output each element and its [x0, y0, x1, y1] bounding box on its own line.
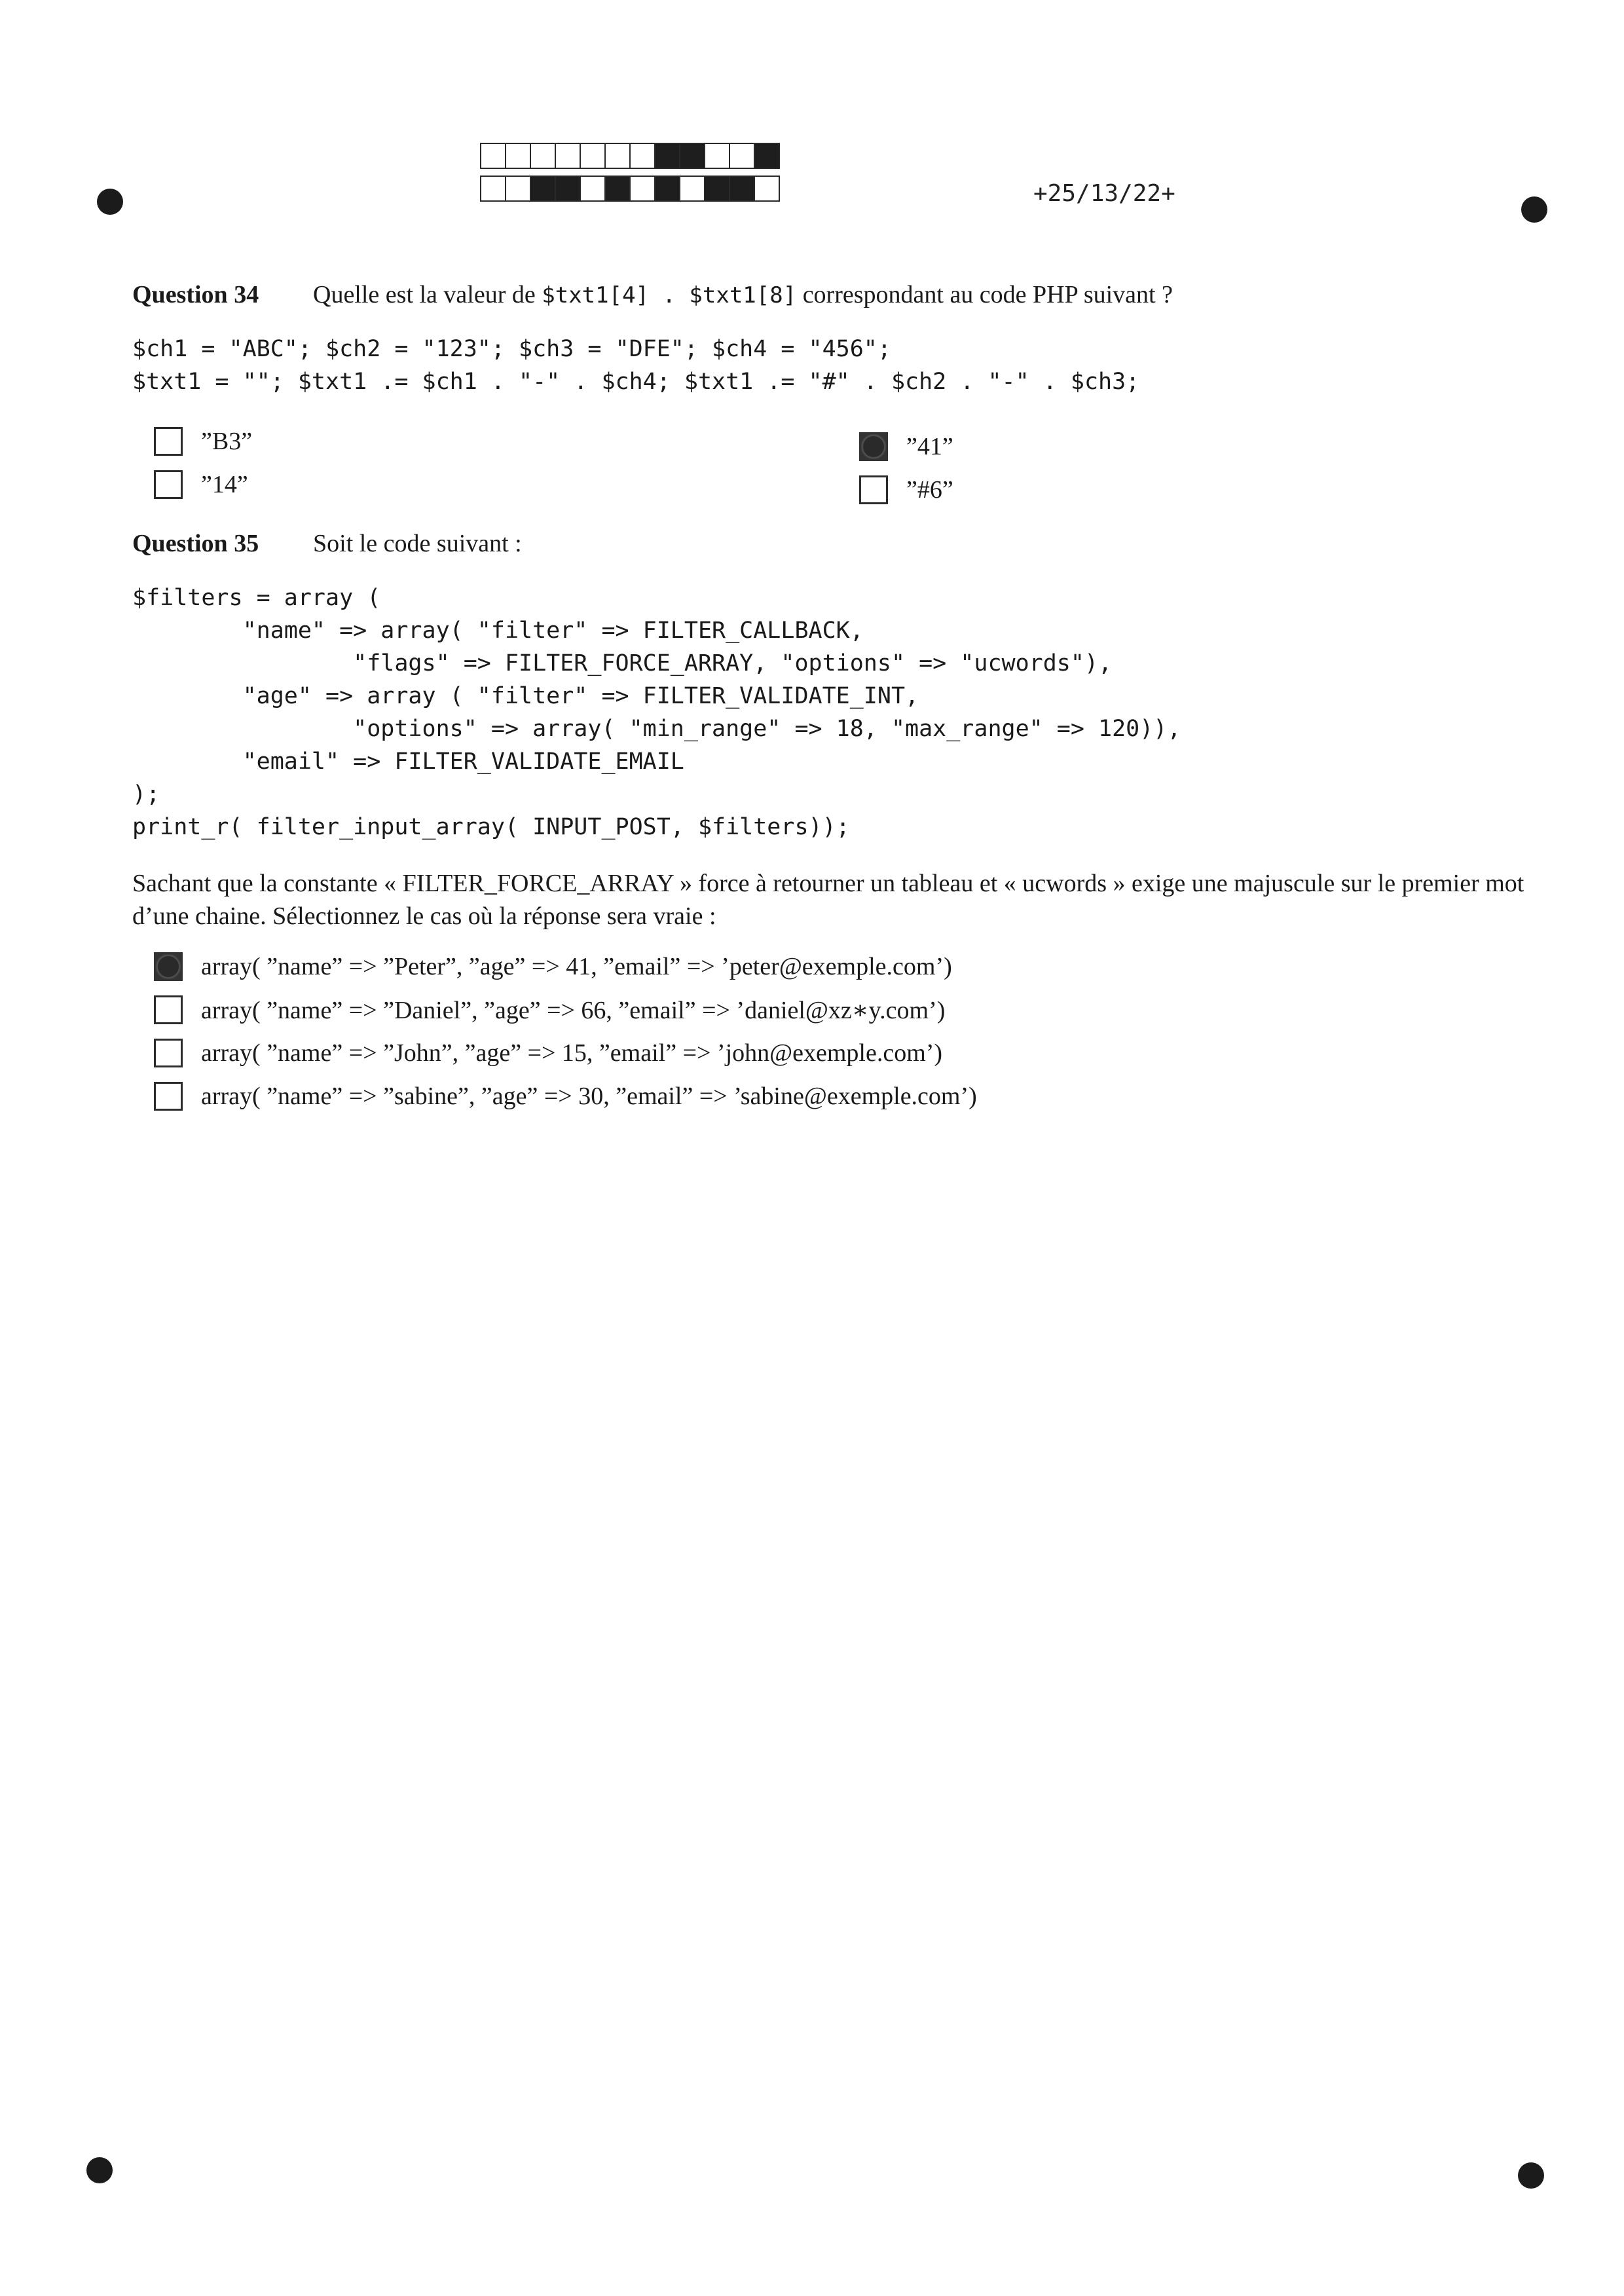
- id-bar-cell: [480, 143, 506, 169]
- question-35-label: Question 35: [132, 530, 259, 557]
- binary-id-bar-bottom: [480, 176, 779, 202]
- question-35-code: $filters = array ( "name" => array( "filter" => FILTER_CALLBACK, "flags" => FILTER_FORCE_ARRAY, "options" => "ucwords"), "age" => array ( "filter" => FILTER_VALIDATE_INT, "options" => array( "min_range" => 18, "max_range" => 120)), "email" => FILTER_VALIDATE_EMAIL ); print_r( filter_input_array( INPUT_POST, $filters));: [132, 585, 1181, 840]
- id-bar-cell: [654, 176, 680, 202]
- question-34-code: $ch1 = "ABC"; $ch2 = "123"; $ch3 = "DFE"; $ch4 = "456"; $txt1 = ""; $txt1 .= $ch1 . "-" . $ch4; $txt1 .= "#" . $ch2 . "-" . $ch3;: [132, 336, 1140, 395]
- answer-label: array( ”name” => ”John”, ”age” => 15, ”email” => ’john@exemple.com’): [201, 1039, 943, 1067]
- checkbox[interactable]: [859, 475, 888, 504]
- question-34-label: Question 34: [132, 281, 259, 308]
- answer-label: ”14”: [201, 471, 248, 498]
- checkbox[interactable]: [154, 952, 183, 981]
- id-bar-cell: [604, 143, 631, 169]
- id-bar-cell: [530, 143, 556, 169]
- answer-label: ”41”: [906, 433, 953, 460]
- question-34-text-code: $txt1[4] . $txt1[8]: [542, 282, 797, 308]
- question-34-answer-1[interactable]: [154, 424, 252, 458]
- answer-label: ”#6”: [906, 476, 953, 504]
- id-bar-cell: [530, 176, 556, 202]
- id-bar-cell: [629, 143, 655, 169]
- id-bar-cell: [580, 176, 606, 202]
- answer-label: array( ”name” => ”Daniel”, ”age” => 66, ”email” => ’daniel@xz∗y.com’): [201, 996, 946, 1024]
- checkbox[interactable]: [154, 1039, 183, 1067]
- question-34-answer-3[interactable]: [859, 430, 953, 464]
- id-bar-cell: [505, 143, 531, 169]
- checkbox[interactable]: [154, 1082, 183, 1111]
- id-bar-cell: [679, 176, 705, 202]
- id-bar-cell: [480, 176, 506, 202]
- question-34-answer-4[interactable]: [859, 473, 953, 507]
- question-35-answer-3[interactable]: [154, 1036, 942, 1070]
- binary-id-bar-top: [480, 143, 779, 169]
- checkbox[interactable]: [154, 427, 183, 456]
- answer-label: array( ”name” => ”Peter”, ”age” => 41, ”email” => ’peter@exemple.com’): [201, 953, 952, 980]
- id-bar-cell: [704, 143, 730, 169]
- page-id: +25/13/22+: [1033, 180, 1175, 207]
- id-bar-cell: [580, 143, 606, 169]
- id-bar-cell: [729, 176, 755, 202]
- id-bar-cell: [729, 143, 755, 169]
- id-bar-cell: [604, 176, 631, 202]
- registration-mark-top-left: [97, 189, 123, 215]
- registration-mark-bottom-left: [86, 2157, 113, 2183]
- id-bar-cell: [704, 176, 730, 202]
- checkbox[interactable]: [859, 432, 888, 461]
- question-34-text-suffix: correspondant au code PHP suivant ?: [796, 281, 1173, 308]
- answer-label: array( ”name” => ”sabine”, ”age” => 30, ”email” => ’sabine@exemple.com’): [201, 1083, 977, 1110]
- id-bar-cell: [555, 176, 581, 202]
- question-34-text-prefix: Quelle est la valeur de: [313, 281, 542, 308]
- id-bar-cell: [754, 176, 780, 202]
- question-34-text: [313, 280, 1173, 309]
- id-bar-cell: [754, 143, 780, 169]
- question-35-answer-2[interactable]: [154, 993, 945, 1027]
- registration-mark-bottom-right: [1518, 2162, 1544, 2189]
- checkbox[interactable]: [154, 470, 183, 499]
- question-34-answer-2[interactable]: [154, 468, 248, 502]
- id-bar-cell: [505, 176, 531, 202]
- answer-label: ”B3”: [201, 428, 253, 455]
- registration-mark-top-right: [1521, 196, 1547, 223]
- id-bar-cell: [555, 143, 581, 169]
- question-35-explanation: Sachant que la constante « FILTER_FORCE_ARRAY » force à retourner un tableau et « ucwords » exige une majuscule sur le premier mot d’une chaine. Sélectionnez le cas où la réponse sera vraie :: [132, 870, 1524, 930]
- question-35-answer-4[interactable]: [154, 1079, 977, 1113]
- id-bar-cell: [654, 143, 680, 169]
- id-bar-cell: [679, 143, 705, 169]
- question-35-text: Soit le code suivant :: [313, 530, 522, 557]
- question-35-answer-1[interactable]: [154, 950, 952, 984]
- checkbox[interactable]: [154, 995, 183, 1024]
- id-bar-cell: [629, 176, 655, 202]
